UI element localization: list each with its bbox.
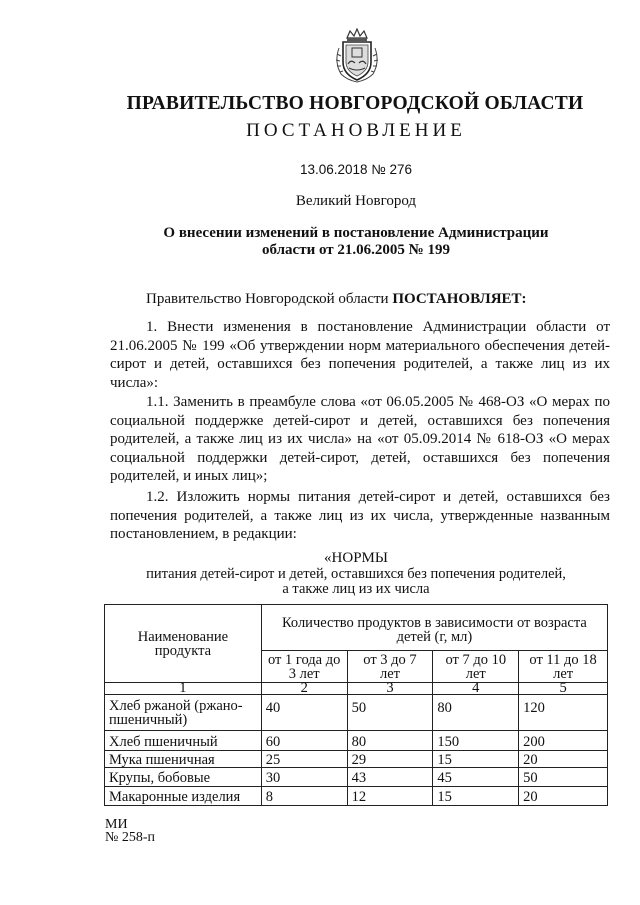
product-value: 80 — [347, 731, 433, 751]
paragraph-1: 1. Внести изменения в постановление Администрации области от 21.06.2005 № 199 «Об утверждении норм материального обеспечения детей-сирот и детей, оставшихся без попечения родителей, а также лиц из их числа»: — [110, 319, 610, 391]
product-value: 15 — [433, 787, 519, 806]
age-group-1: от 1 года до 3 лет — [261, 651, 347, 683]
paragraph-1-2: 1.2. Изложить нормы питания детей-сирот и детей, оставшихся без попечения родителей, а также лиц из их числа, утвержденные названным постановлением, в редакции: — [110, 489, 610, 542]
table-row — [105, 768, 608, 787]
age-group-4: от 11 до 18 лет — [519, 651, 608, 683]
intro-paragraph — [110, 290, 610, 309]
product-value: 60 — [261, 731, 347, 751]
table-row — [105, 695, 608, 731]
product-value: 50 — [519, 768, 608, 787]
product-value: 150 — [433, 731, 519, 751]
product-value: 8 — [261, 787, 347, 806]
intro-bold: ПОСТАНОВЛЯЕТ: — [392, 291, 527, 307]
paragraph-1-1: 1.1. Заменить в преамбуле слова «от 06.05.2005 № 468-ОЗ «О мерах по социальной поддержке детей-сирот и детей, оставшихся без попечения родителей, а также лиц из их числа» на «от 05.09.2014 № 618-ОЗ «О мерах социальной поддержки детей-сирот, детей, оставшихся без попечения родителей, и иных лиц»; — [110, 394, 610, 484]
government-title: ПРАВИТЕЛЬСТВО НОВГОРОДСКОЙ ОБЛАСТИ — [126, 93, 584, 114]
document-subject — [0, 225, 640, 259]
column-number: 2 — [261, 683, 347, 695]
header-product: Наименование продукта — [105, 605, 262, 683]
product-name: Хлеб пшеничный — [105, 731, 262, 751]
table-number-row — [105, 683, 608, 695]
table-header-row — [105, 605, 608, 651]
product-value: 15 — [433, 751, 519, 768]
norms-subtitle — [0, 567, 640, 597]
product-name: Макаронные изделия — [105, 787, 262, 806]
product-name: Крупы, бобовые — [105, 768, 262, 787]
document-date-number: 13.06.2018 № 276 — [299, 162, 413, 177]
column-number: 3 — [347, 683, 433, 695]
column-number: 4 — [433, 683, 519, 695]
product-value: 120 — [519, 695, 608, 731]
age-group-2: от 3 до 7 лет — [347, 651, 433, 683]
product-value: 29 — [347, 751, 433, 768]
product-value: 30 — [261, 768, 347, 787]
column-number: 5 — [519, 683, 608, 695]
table-row — [105, 751, 608, 768]
norms-subtitle-line-1: питания детей-сирот и детей, оставшихся без попечения родителей, — [146, 566, 566, 582]
table-row — [105, 787, 608, 806]
subject-line-2: области от 21.06.2005 № 199 — [262, 242, 450, 258]
product-value: 200 — [519, 731, 608, 751]
product-value: 80 — [433, 695, 519, 731]
product-value: 43 — [347, 768, 433, 787]
subject-line-1: О внесении изменений в постановление Администрации — [163, 225, 549, 241]
table-row — [105, 731, 608, 751]
product-value: 40 — [261, 695, 347, 731]
product-value: 20 — [519, 751, 608, 768]
header-quantity: Количество продуктов в зависимости от возраста детей (г, мл) — [261, 605, 607, 651]
footer-initials: МИ — [105, 817, 128, 832]
product-name: Хлеб ржаной (ржано-пшеничный) — [105, 695, 262, 731]
footer-doc-ref: № 258-п — [105, 830, 156, 845]
footer-reference — [105, 818, 155, 844]
norms-title: «НОРМЫ — [324, 550, 388, 566]
norms-table — [104, 604, 608, 806]
document-type: ПОСТАНОВЛЕНИЕ — [246, 120, 466, 141]
product-name: Мука пшеничная — [105, 751, 262, 768]
age-group-3: от 7 до 10 лет — [433, 651, 519, 683]
intro-text: Правительство Новгородской области — [146, 291, 393, 307]
product-value: 25 — [261, 751, 347, 768]
product-value: 50 — [347, 695, 433, 731]
city-name: Великий Новгород — [295, 193, 417, 209]
product-value: 45 — [433, 768, 519, 787]
coat-of-arms-icon — [331, 28, 383, 84]
product-value: 12 — [347, 787, 433, 806]
norms-subtitle-line-2: а также лиц из их числа — [282, 581, 430, 597]
column-number: 1 — [105, 683, 262, 695]
product-value: 20 — [519, 787, 608, 806]
